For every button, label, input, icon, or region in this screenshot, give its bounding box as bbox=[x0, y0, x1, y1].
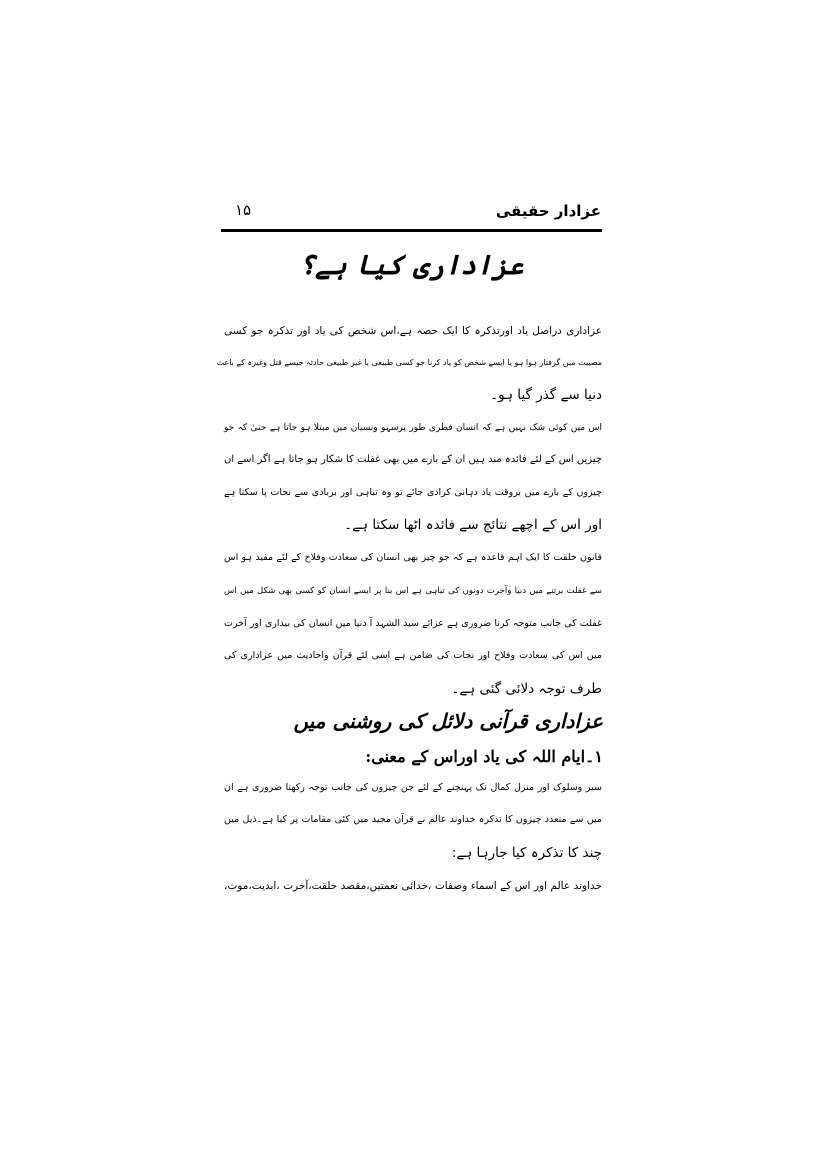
paragraph-2-line-4: اور اس کے اچھے نتائج سے فائدہ اٹھا سکتا ہے۔ bbox=[344, 517, 602, 533]
paragraph-3-line-2: سے غفلت برتنے میں دنیا وآخرت دونوں کی تباہی ہے اس بنا پر ایسے انسان کو کسی بھی شکل میں اس bbox=[224, 586, 602, 596]
running-title: عزادار حقیقی bbox=[495, 202, 601, 220]
paragraph-1-line-3: دنیا سے گذر گیا ہو۔ bbox=[490, 387, 602, 403]
paragraph-1-line-1: عزاداری دراصل یاد اورتذکرہ کا ایک حصہ ہے،اس شخص کی یاد اور تذکرہ جو کسی bbox=[224, 325, 602, 337]
page-number: ۱۵ bbox=[235, 201, 252, 219]
section-heading: عزاداری قرآنی دلائل کی روشنی میں bbox=[293, 709, 603, 733]
paragraph-3-line-5: طرف توجہ دلائی گئی ہے۔ bbox=[451, 681, 602, 697]
chapter-title: عزاداری کیا ہے؟ bbox=[299, 250, 524, 281]
section-subheading: ۱۔ایام اللہ کی یاد اوراس کے معنی: bbox=[365, 747, 603, 766]
paragraph-2-line-1: اس میں کوئی شک نہیں ہے کہ انسان فطری طور پرسہو ونسیان میں مبتلا ہو جاتا ہے حتیٰ کہ جو bbox=[224, 423, 602, 433]
paragraph-1-line-2: مصیبت میں گرفتار ہوا ہو یا ایسے شخص کو یاد کرنا جو کسی طبیعی یا غیر طبیعی حادثہ جیسے قتل وغیرہ کے باعث bbox=[216, 358, 602, 367]
paragraph-3-line-3: غفلت کی جانب متوجہ کرنا ضروری ہے عزائے سید الشہد آ دنیا میں انسان کی بیداری اور آخرت bbox=[224, 618, 602, 629]
paragraph-3-line-4: میں اس کی سعادت وفلاح اور نجات کی ضامن ہے اسی لئے قرآن واحادیث میں عزاداری کی bbox=[224, 650, 602, 661]
paragraph-2-line-2: چیزیں اس کے لئے فائدہ مند ہیں ان کے بارے میں بھی غفلت کا شکار ہو جاتا ہے اگر اسے ان bbox=[223, 454, 602, 465]
paragraph-2-line-3: چیزوں کے بارے میں بروقت یاد دہانی کرادی جائے تو وہ تباہی اور بربادی سے نجات پا سکتا ہے bbox=[224, 487, 602, 498]
header-rule bbox=[221, 229, 602, 232]
section-line-1: سیر وسلوک اور منزل کمال تک پہنچنے کے لئے جن چیزوں کی جانب توجہ رکھنا ضروری ہے ان bbox=[224, 782, 602, 793]
section-line-2: میں سے متعدد چیزوں کا تذکرہ خداوند عالم نے قرآن مجید میں کئی مقامات پر کیا ہے۔ذیل میں bbox=[224, 814, 602, 825]
section-line-3: چند کا تذکرہ کیا جارہا ہے: bbox=[451, 845, 602, 861]
section-line-4: خداوند عالم اور اس کے اسماء وصفات ،خدائی نعمتیں،مقصد خلقت،آخرت ،ابدیت،موت، bbox=[224, 880, 602, 892]
paragraph-3-line-1: قانون خلقت کا ایک اہم قاعدہ ہے کہ جو چیز بھی انسان کی سعادت وفلاح کے لئے مفید ہو اس bbox=[224, 552, 602, 563]
page-header bbox=[221, 200, 601, 224]
